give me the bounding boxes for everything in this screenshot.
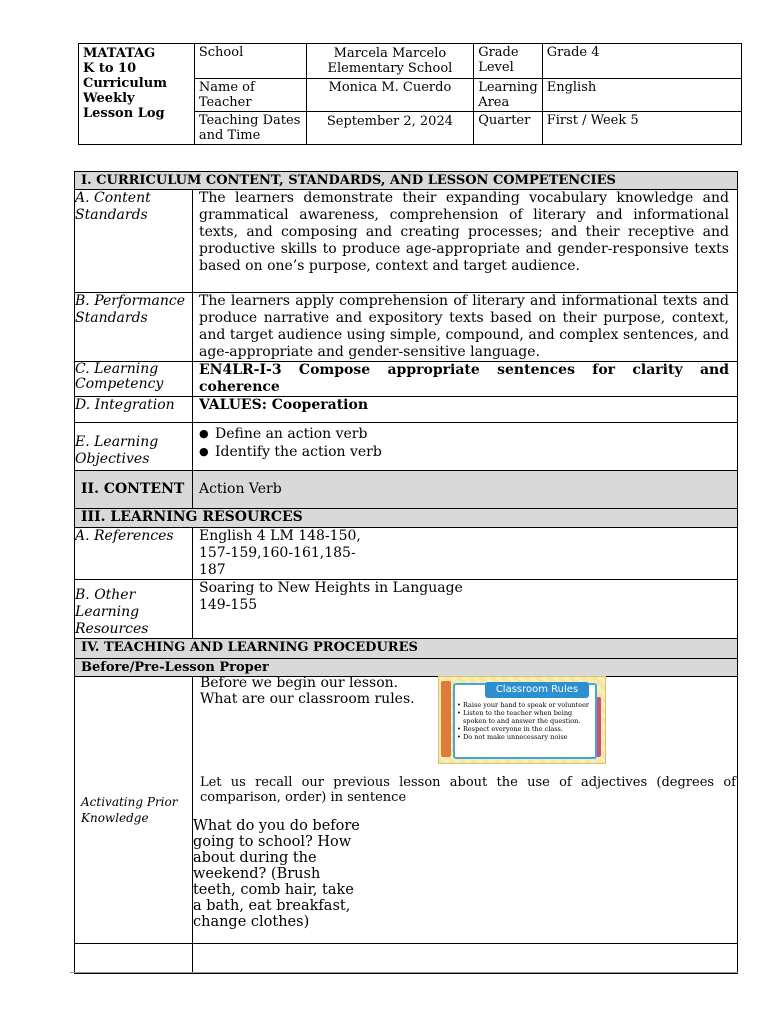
question-text: What do you do before going to school? How about during the weekend? (Brush teeth, comb hair, take a bath, eat breakfast, change clothes) — [192, 818, 360, 930]
references-label: A. References — [75, 528, 193, 580]
learning-objectives-label: E. Learning Objectives — [75, 423, 193, 471]
activating-label-text: Activating Prior Knowledge — [81, 795, 178, 825]
performance-standards-label: B. Performance Standards — [75, 293, 193, 362]
empty-cell — [192, 944, 737, 974]
intro-line: What are our classroom rules. — [199, 691, 415, 707]
integration-text: VALUES: Cooperation — [192, 397, 737, 423]
rule-item: • Raise your hand to speak or volunteer — [457, 701, 595, 709]
other-resources-value: Soaring to New Heights in Language 149-155 — [198, 580, 463, 613]
objective-item: ● Define an action verb — [195, 425, 735, 443]
learning-competency-text: EN4LR-I-3 Compose appropriate sentences for clarity and coherence — [192, 362, 737, 397]
before-lesson-heading: Before/Pre-Lesson Proper — [75, 659, 738, 677]
performance-standards-text: The learners apply comprehension of literary and informational texts and produce narrative and expository texts based on their purpose, context, and target audience using simple, compound, and complex sentences, and age-appropriate and gender-sensitive language. — [192, 293, 737, 362]
header-table — [78, 43, 742, 145]
activating-knowledge-label — [75, 677, 193, 944]
program-title — [79, 44, 195, 145]
program-line: Lesson Log — [83, 106, 165, 121]
school-label: School — [194, 44, 306, 79]
learning-objectives-cell — [192, 423, 737, 471]
lesson-table — [74, 171, 738, 974]
school-value: Marcela Marcelo Elementary School — [306, 44, 474, 79]
grade-value: Grade 4 — [542, 44, 741, 79]
intro-text — [200, 675, 415, 707]
content-value: Action Verb — [192, 471, 737, 509]
program-line: K to 10 — [83, 61, 137, 76]
recall-text: Let us recall our previous lesson about the use of adjectives (degrees of comparison, order) in sentence — [199, 775, 736, 805]
teacher-label: Name of Teacher — [194, 79, 306, 112]
quarter-label: Quarter — [474, 112, 543, 145]
references-text — [192, 528, 737, 580]
section-heading-resources: III. LEARNING RESOURCES — [75, 509, 738, 528]
page-bottom-line — [70, 972, 738, 973]
objective-item: ● Identify the action verb — [195, 443, 735, 461]
program-line: Curriculum — [83, 76, 167, 91]
content-standards-text: The learners demonstrate their expanding vocabulary knowledge and grammatical awareness, comprehension of literary and informational texts, and composing and creating processes; and their receptive and productive skills to produce age-appropriate and gender-responsive texts based on one’s purpose, context and target audience. — [192, 190, 737, 293]
rules-board — [453, 683, 597, 759]
rules-list — [457, 701, 595, 741]
pencil-decoration — [441, 681, 451, 757]
grade-label: Grade Level — [474, 44, 543, 79]
integration-label: D. Integration — [75, 397, 193, 423]
area-label: Learning Area — [474, 79, 543, 112]
other-resources-text — [192, 580, 737, 639]
classroom-rules-image — [438, 676, 606, 764]
empty-cell — [75, 944, 193, 974]
learning-competency-label: C. Learning Competency — [75, 362, 193, 397]
rule-item: • Listen to the teacher when being spoken to and answer the question. — [457, 709, 595, 725]
other-resources-label: B. Other Learning Resources — [75, 580, 193, 639]
dates-label: Teaching Dates and Time — [194, 112, 306, 145]
teacher-value: Monica M. Cuerdo — [306, 79, 474, 112]
objectives-list — [195, 425, 735, 461]
references-value: English 4 LM 148-150, 157-159,160-161,185-187 — [198, 528, 361, 578]
quarter-value: First / Week 5 — [542, 112, 741, 145]
dates-value: September 2, 2024 — [306, 112, 474, 145]
rule-item: • Do not make unnecessary noise — [457, 733, 595, 741]
intro-line: Before we begin our lesson. — [199, 675, 399, 691]
area-value: English — [542, 79, 741, 112]
rule-item: • Respect everyone in the class. — [457, 725, 595, 733]
section-heading-procedures: IV. TEACHING AND LEARNING PROCEDURES — [75, 639, 738, 659]
content-standards-label: A. Content Standards — [75, 190, 193, 293]
program-line: Weekly — [83, 91, 135, 106]
rules-title: Classroom Rules — [485, 682, 589, 698]
section-heading-content: II. CONTENT — [75, 471, 193, 509]
section-heading-curriculum: I. CURRICULUM CONTENT, STANDARDS, AND LESSON COMPETENCIES — [75, 172, 738, 190]
program-line: MATATAG — [83, 46, 156, 61]
